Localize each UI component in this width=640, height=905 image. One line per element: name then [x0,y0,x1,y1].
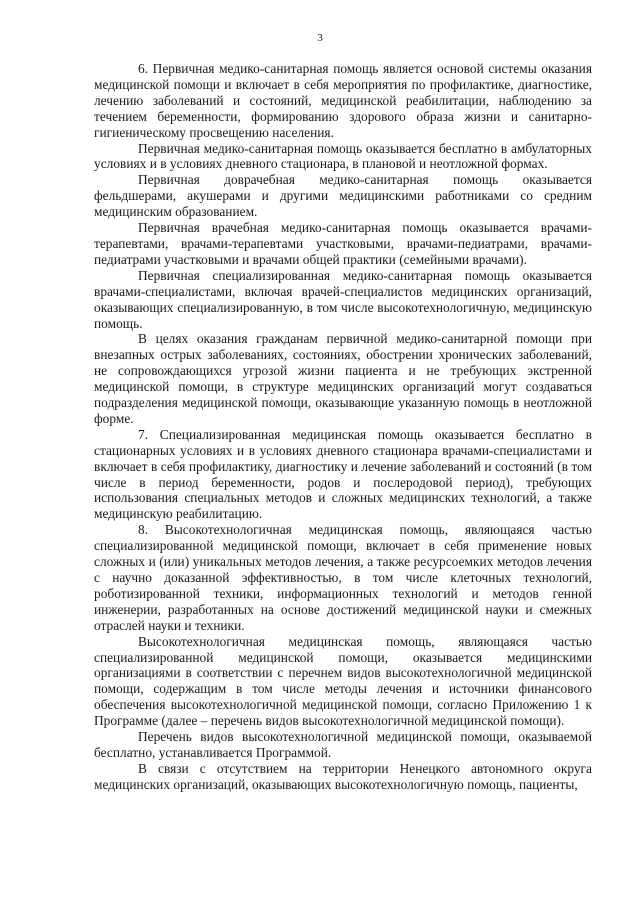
paragraph-nao-patients: В связи с отсутствием на территории Ненецкого автономного округа медицинских организаций, оказывающих высокотехнологичную помощь, пациенты, [94,760,592,792]
paragraph-high-tech-list: Перечень видов высокотехнологичной медицинской помощи, оказываемой бесплатно, устанавливается Программой. [94,729,592,760]
paragraph-high-tech-organizations: Высокотехнологичная медицинская помощь, являющаяся частью специализированной медицинской помощи, оказывается медицинскими организациями в соответствии с перечнем видов высокотехнологичной медицинской помощи, содержащим в том числе методы лечения и источники финансового обеспечения высокотехнологичной медицинской помощи, согласно Приложению 1 к Программе (далее – перечень видов высокотехнологичной медицинской помощи). [94,633,592,729]
paragraph-specialized-primary-care: Первичная специализированная медико-санитарная помощь оказывается врачами-специалистами, включая врачей-специалистов медицинских организаций, оказывающих специализированную, в том числе высокотехнологичную, медицинскую помощь. [94,267,592,331]
paragraph-section-8: 8. Высокотехнологичная медицинская помощь, являющаяся частью специализированной медицинской помощи, включает в себя применение новых сложных и (или) уникальных методов лечения, а также ресурсоемких методов лечения с научно доказанной эффективностью, в том числе клеточных технологий, роботизированной техники, информационных технологий и методов генной инженерии, разработанных на основе достижений медицинской науки и смежных отраслей науки и техники. [94,522,592,633]
paragraph-doctor-care: Первичная врачебная медико-санитарная помощь оказывается врачами-терапевтами, врачами-терапевтами участковыми, врачами-педиатрами, врачами-педиатрами участковыми и врачами общей практики (семейными врачами). [94,220,592,267]
paragraph-section-6: 6. Первичная медико-санитарная помощь является основой системы оказания медицинской помощи и включает в себя мероприятия по профилактике, диагностике, лечению заболеваний и состояний, медицинской реабилитации, наблюдению за течением беременности, формированию здорового образа жизни и санитарно-гигиеническому просвещению населения. [94,61,592,140]
document-body [94,61,592,793]
paragraph-primary-care-free: Первичная медико-санитарная помощь оказывается бесплатно в амбулаторных условиях и в условиях дневного стационара, в плановой и неотложной формах. [94,140,592,172]
paragraph-section-7: 7. Специализированная медицинская помощь оказывается бесплатно в стационарных условиях и в условиях дневного стационара врачами-специалистами и включает в себя профилактику, диагностику и лечение заболеваний и состояний (в том числе в период беременности, родов и послеродовой период), требующих использования специальных методов и сложных медицинских технологий, а также медицинскую реабилитацию. [94,426,592,522]
paragraph-pre-doctor-care: Первичная доврачебная медико-санитарная помощь оказывается фельдшерами, акушерами и другими медицинскими работниками со средним медицинским образованием. [94,172,592,220]
page-number: 3 [317,32,323,44]
paragraph-urgent-care-units: В целях оказания гражданам первичной медико-санитарной помощи при внезапных острых заболеваниях, состояниях, обострении хронических заболеваний, не сопровождающихся угрозой жизни пациента и не требующих экстренной медицинской помощи, в структуре медицинских организаций могут создаваться подразделения медицинской помощи, оказывающие указанную помощь в неотложной форме. [94,331,592,426]
